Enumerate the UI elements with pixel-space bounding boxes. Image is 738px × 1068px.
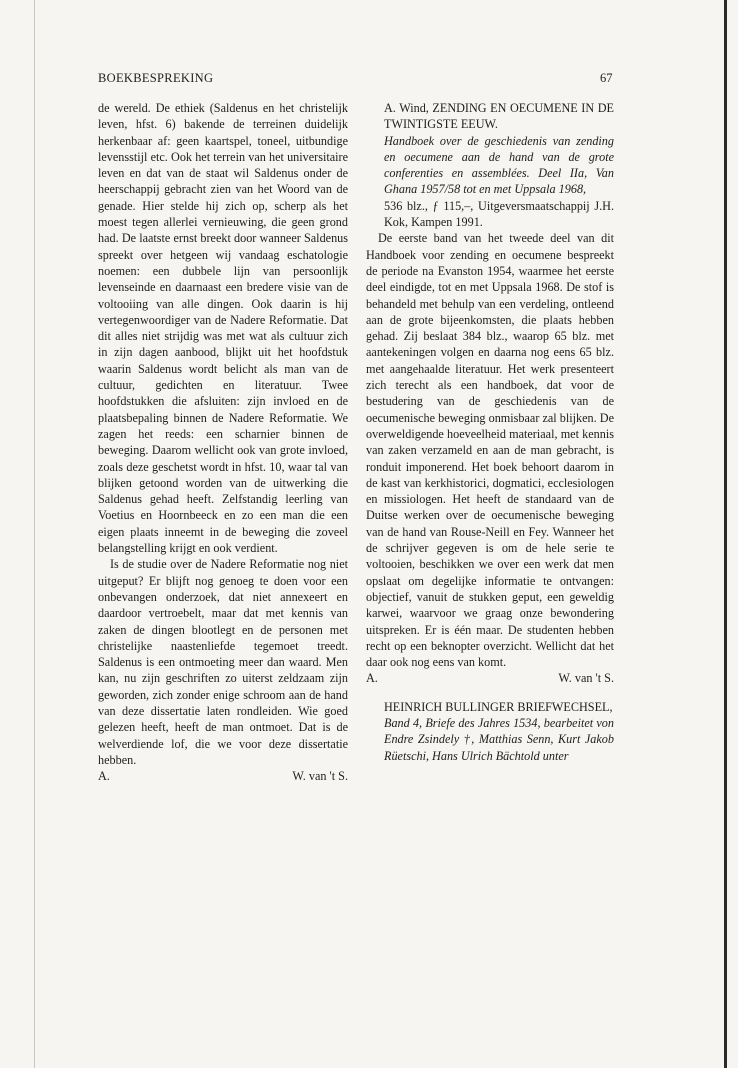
left-paragraph-1: de wereld. De ethiek (Saldenus en het christelijk leven, hfst. 6) bakende de terreinen duidelijk herkenbaar af: geen kaartspel, toneel, uitbundige levensstijl etc. Ook het terrein van het universitaire leven en dat van de staat wil Saldenus onder de heerschappij gebracht zien van het Woord van de genade. Hier stelde hij zich op, scherp als het moest tegen allerlei vernieuwing, die geen grond had. De laatste ernst breekt door wanneer Saldenus spreekt over hetgeen wij vandaag eschatologie noemen: een dubbele lijn van persoonlijk levenseinde en daarnaast een bredere visie van de voltooiing van alle dingen. Ook daarin is hij vertegenwoordiger van de Nadere Reformatie. Dat dit alles niet strijdig was met wat als cultuur zich in zijn dagen aanbood, blijkt uit het hoofdstuk waarin Saldenus wordt belicht als man van de cultuur, gedichten en literatuur. Twee hoofdstukken die afsluiten: zijn invloed en de plaatsbepaling binnen de Nadere Reformatie. We zagen het reeds: een scharnier binnen de beweging. Daarom wellicht ook van grote invloed, zoals deze geschetst wordt in hfst. 10, waar tal van blijken getoond worden van de uitwerking die Saldenus gehad heeft. Zelfstandig leerling van Voetius en Hoornbeeck en zo een man die een eigen plaats inneemt in de beweging die zoveel belangstelling krijgt en ook verdient.: [98, 101, 348, 556]
review-1-body: De eerste band van het tweede deel van dit Handboek voor zending en oecumene bespreekt de periode na Evanston 1954, waarmee het eerste deel eindigde, tot en met Uppsala 1968. De stof is behandeld met behulp van een verdeling, ontleend aan de grote bijeenkomsten, die plaats hebben gehad. Zij beslaat 384 blz., waarop 65 blz. met aantekeningen volgen en daarna nog eens 65 blz. met aangehaalde literatuur. Het werk presenteert zich terecht als een handboek, dat voor de bestudering van de geschiedenis van de oecumenische beweging onmisbaar zal blijken. De overweldigende hoeveelheid materiaal, met kennis van zaken verzameld en aan de man gebracht, is ronduit imponerend. Het boek behoort daarom in de kast van kerkhistorici, dogmatici, ecclesiologen en missiologen. Het heeft de standaard van de Duitse werken over de oecumenische beweging van de hand van Rouse-Neill en Fey. Wanneer het de schrijver gegeven is om de hele serie te voltooien, beschikken we over een werk dat men opslaat om degelijke informatie te ontvangen: objectief, vanuit de stukken geput, een geweldig karwei, waarvoor we graag onze bewondering uitspreken. Er is één maar. De studenten hebben recht op een beknopter overzicht. Wellicht dat het daar ook nog eens van komt.: [366, 231, 614, 670]
left-signature: [98, 768, 348, 784]
review-1-publication: 536 blz., ƒ 115,–, Uitgeversmaatschappij J.H. Kok, Kampen 1991.: [384, 198, 614, 230]
review-2-subtitle: Band 4, Briefe des Jahres 1534, bearbeitet von Endre Zsindely †, Matthias Senn, Kurt Jakob Rüetschi, Hans Ulrich Bächtold unter: [384, 715, 614, 763]
review-1-title: A. Wind, ZENDING EN OECUMENE IN DE TWINTIGSTE EEUW.: [384, 101, 614, 132]
review-1-heading: [366, 100, 614, 230]
scan-edge-right: [724, 0, 727, 1068]
signature-author: W. van 't S.: [292, 769, 348, 784]
signature-initial: A.: [366, 671, 378, 686]
section-gap: [366, 687, 614, 699]
right-column: [366, 100, 614, 764]
running-header: BOEKBESPREKING: [98, 71, 214, 85]
scan-edge-left: [34, 0, 35, 1068]
review-1-signature: [366, 670, 614, 686]
signature-author: W. van 't S.: [558, 671, 614, 686]
review-2-heading: [366, 699, 614, 764]
review-2-title: HEINRICH BULLINGER BRIEFWECHSEL,: [384, 699, 613, 714]
review-1-subtitle: Handboek over de geschiedenis van zending en oecumene aan de hand van de grote conferenties en assemblées. Deel IIa, Van Ghana 1957/58 tot en met Uppsala 1968,: [384, 133, 614, 197]
left-paragraph-2: Is de studie over de Nadere Reformatie nog niet uitgeput? Er blijft nog genoeg te doen voor een onbevangen onderzoek, dat niet annexeert en daardoor vertroebelt, maar dat met kennis van zaken de dingen blootlegt en de personen met christelijke naastenliefde tegemoet treedt. Saldenus is een ontmoeting meer dan waard. Men kan, nu zijn geschriften zo uiterst zeldzaam zijn geworden, zich zonder enige schroom aan de hand van deze dissertatie laten rondleiden. Wie goed gelezen heeft, heeft de man ontmoet. Dat is de welverdiende lof, die we voor deze dissertatie hebben.: [98, 557, 348, 767]
left-column: [98, 100, 348, 784]
signature-initial: A.: [98, 769, 110, 784]
page-number: 67: [600, 71, 613, 85]
